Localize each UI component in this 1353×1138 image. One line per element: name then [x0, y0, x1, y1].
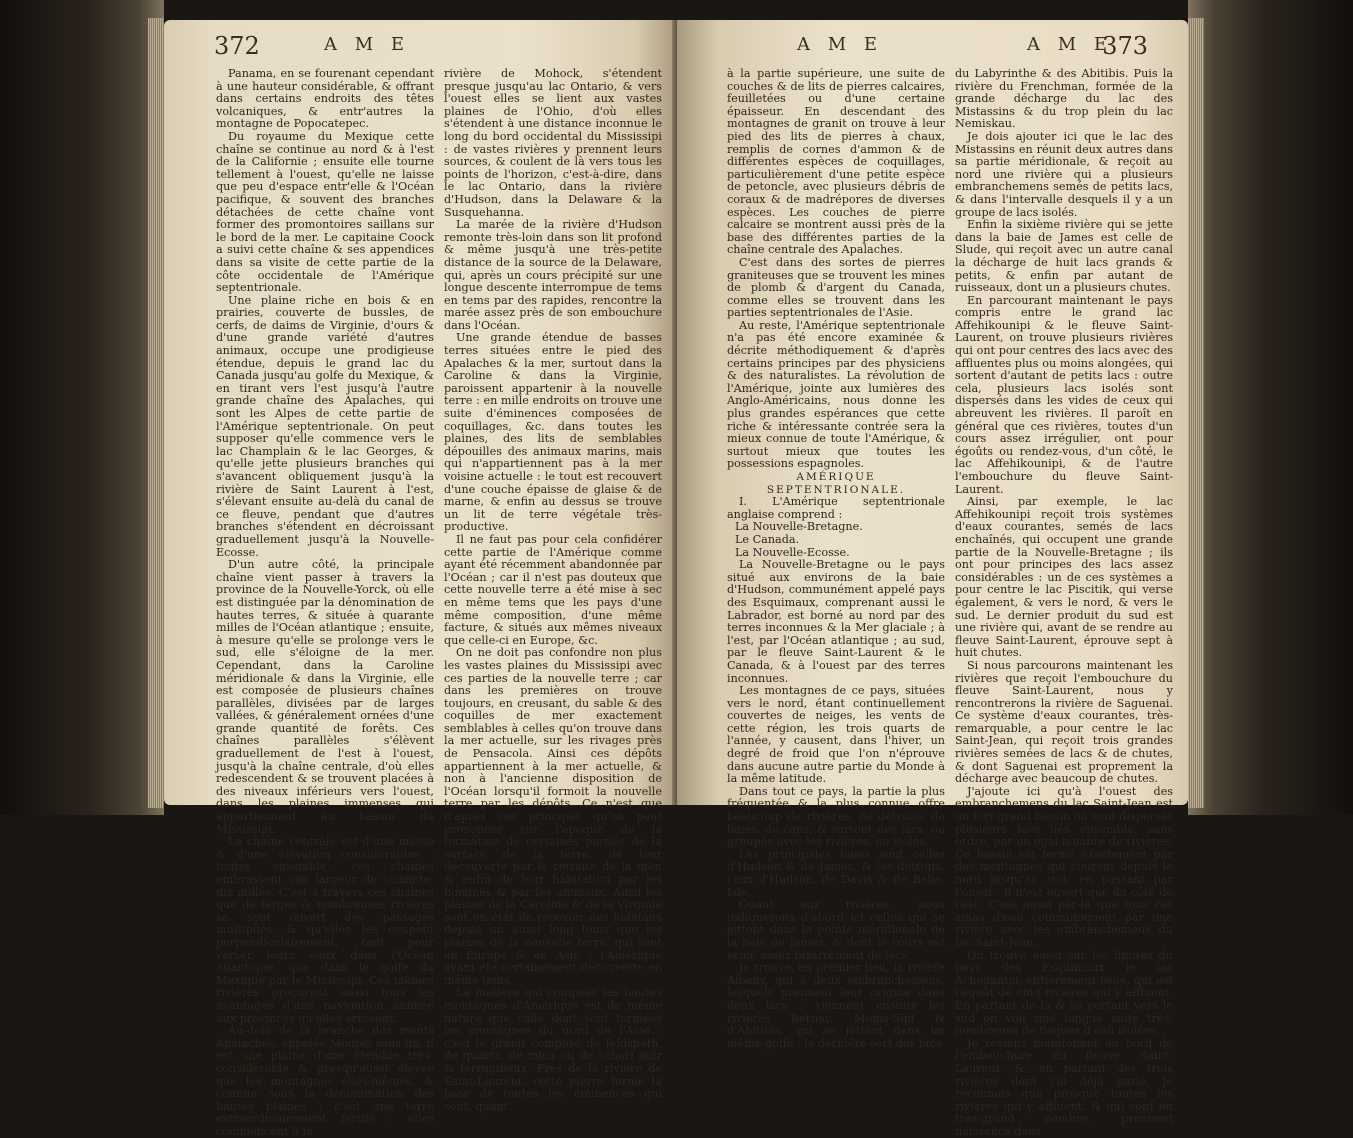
left-page	[164, 20, 677, 1138]
paragraph: Au-delà de la branche des monts Apalaches, appelée Montes sans fin, il est une plaine d'une étendue très-considérable & presqu'aussi élevée que les montagnes elles-mêmes, & connue sous la dénomination des hautes plaines ; c'est une terre extraordinairement fertile : elles commencent à la	[216, 1024, 434, 1138]
paragraph: AMÉRIQUE SEPTENTRIONALE.	[766, 471, 906, 496]
paragraph: Je reviens maintenant au bord de l'embouchure du fleuve Saint-Laurent, &, en partant des trois rivières dont j'ai déjà parlé, je reconnois que presque toutes les rivières qui y affluent, & qui sont en très-grand nombre, prennent naissance dans	[955, 1036, 1173, 1138]
paragraph: Dans tout ce pays, la partie la plus fréquentée & la plus connue offre beaucoup de rivières, de détroits, de baies, de caps, & surtout des lacs, ou groupés avec les rivières, ou isolés.	[727, 784, 945, 849]
paragraph: Quant aux rivières, nous indiquerons d'abord ici celles qui se jettent dans la pointe méridionale de la baie de James, & dont le cours est semé assez bizarrement de lacs.	[727, 898, 945, 962]
paragraph: à la partie supérieure, une suite de couches & de lits de pierres calcaires, feuilletées ou d'une certaine épaisseur. En descendant des montagnes de granit on trouve à leur pied des lits de pierres à chaux, remplis de cornes d'ammon & de différentes espèces de coquillages, particulièrement d'une petite espèce de petoncle, avec plusieurs débris de coraux & de madrépores de diverses espèces. Les couches de pierre calcaire se montrent aussi près de la base des différentes parties de la chaîne centrale des Apalaches.	[727, 67, 945, 257]
right-running-title-right: A M E	[1027, 34, 1114, 55]
paragraph: Enfin la sixième rivière qui se jette dans la baie de James est celle de Slude, qui reçoit avec un autre canal la décharge de huit lacs grands & petits, & enfin par autant de ruisseaux, dont un a plusieurs chutes.	[955, 218, 1173, 295]
paragraph: La matière qui compose les hautes montagnes d'Amérique est de même nature que celle dont sont formées les montagnes du nord de l'Asie : c'est le granit composé de feldspath, de quartz, de mica ou de schorl noir & ferrugineux. Près de la rivière de Saint-Laurent, cette pierre forme la base de toutes les éminences qui sont, quant	[444, 986, 662, 1113]
paragraph: du Labyrinthe & des Abitibis. Puis la rivière du Frenchman, formée de la grande décharge du lac des Mistassins & du trop plein du lac Nemiskau.	[955, 67, 1173, 131]
paragraph: Les principales baies sont celles d'Hudson & de James, & les détroits, ceux d'Hudson, de Davis & de Belle-Isle.	[727, 847, 945, 899]
left-page-number: 372	[214, 32, 260, 60]
paragraph: Le Canada.	[735, 532, 800, 546]
paragraph: I. L'Amérique septentrionale anglaise comprend :	[727, 495, 945, 521]
paragraph: Ainsi, par exemple, le lac Affehikounipi reçoit trois systèmes d'eaux courantes, semés de lacs enchaînés, qui occupent une grande partie de la Nouvelle-Bretagne ; ils ont pour principes des lacs assez considérables : un de ces systèmes a pour centre le lac Piscitik, qui verse également, & vers le nord, & vers le sud. Le dernier produit du sud est une rivière qui, avant de se rendre au fleuve Saint-Laurent, éprouve sept à huit chutes.	[955, 495, 1173, 660]
paragraph: La marée de la rivière d'Hudson remonte très-loin dans son lit profond & même jusqu'à une très-petite distance de la source de la Delaware, qui, après un cours précipité sur une longue descente interrompue de tems en tems par des rapides, rencontre la marée assez près de son embouchure dans l'Océan.	[444, 218, 662, 332]
paragraph: On ne doit pas confondre non plus les vastes plaines du Mississipi avec ces parties de la nouvelle terre ; car dans les premières on trouve toujours, en creusant, du sable & des coquilles de mer exactement semblables à celles qu'on trouve dans la mer actuelle, sur les rivages près de Pensacola. Ainsi ces dépôts appartiennent à la mer actuelle, & non à l'ancienne disposition de l'Océan lorsqu'il formoit la nouvelle terre par les dépôts. Ce n'est que d'après ces principes qu'on peut prononcer sur l'époque de la formation de certaines parties de la surface de la terre, de leur découverte par la retraite de la mer, & enfin de leur habitation par les hommes & par les animaux. Ainsi les plaines de la Caroline & de la Virginie sont en état de recevoir des habitans depuis un aussi long tems que les plaines de la nouvelle terre, qui sont en Europe & en Asie ; l'Amérique ayant été certainement découverte en même tems.	[444, 646, 662, 987]
right-page-header	[727, 30, 1148, 70]
paragraph: Du royaume du Mexique cette chaîne se continue au nord & à l'est de la Californie ; ensuite elle tourne tellement à l'ouest, qu'elle ne laisse que peu d'espace entr'elle & l'Océan pacifique, & souvent des branches détachées de cette chaîne vont former des promontoires saillans sur le bord de la mer. Le capitaine Coock a suivi cette chaîne & ses appendices dans sa visite de cette partie de la côte occidentale de l'Amérique septentrionale.	[216, 129, 434, 295]
paragraph: Je dois ajouter ici que le lac des Mistassins en réunit deux autres dans sa partie méridionale, & reçoit au nord une rivière qui a plusieurs embranchemens semés de petits lacs, & dans l'intervalle desquels il y a un groupe de lacs isolés.	[955, 129, 1173, 219]
dark-background-right	[1188, 0, 1353, 815]
paragraph: En parcourant maintenant le pays compris entre le grand lac Affehikounipi & le fleuve Saint-Laurent, on trouve plusieurs rivières qui ont pour centres des lacs avec des affluentes plus ou moins alongées, qui sortent d'autant de petits lacs : outre cela, plusieurs lacs isolés sont dispersés dans les vides de ceux qui abreuvent les rivières. Il paroît en général que ces rivières, toutes d'un cours assez irrégulier, ont pour égoûts ou rendez-vous, d'un côté, le lac Affehikounipi, & de l'autre l'embouchure du fleuve Saint-Laurent.	[955, 293, 1173, 496]
left-column-2	[444, 67, 662, 1113]
paragraph: La chaîne centrale est d'une masse & d'une élévation considérables : toutes ensemble, ces chaînes embrassent une largeur de soixante-dix milles. C'est à travers ces chaînes que de larges & nombreuses rivières se sont ouvert des passages multipliés, & qu'elles les coupent perpendiculairement, tant pour verser leurs eaux dans l'Océan atlantique, que dans le golfe du Mexique par le Mississipi. Ces mêmes rivières procurent aussi tous les avantages d'une navigation animée aux provinces qu'elles arrosent.	[216, 835, 434, 1025]
paragraph: J'ajoute ici qu'à l'ouest des embranchemens du lac Saint-Jean est un fort grand bassin où sont dispersés plusieurs lacs liés ensemble, sans ordre, par un égal nombre de rivières. Ce bassin est fermé exactement par des montagnes qui courent depuis le nord jusqu'au sud, en passant par l'ouest : il n'est ouvert que du côté de l'est. C'est aussi par-là que tous ces amas d'eau communiquent par une rivière avec les embranchemens du lac Saint-Jean.	[955, 784, 1173, 949]
paragraph: Il ne faut pas pour cela confidérer cette partie de l'Amérique comme ayant été récemment abandonnée par l'Océan ; car il n'est pas douteux que cette nouvelle terre a été mise à sec en même tems que les pays d'une même composition, d'une même facture, & situés aux mêmes niveaux que celle-ci en Europe, &c.	[444, 532, 662, 647]
left-page-header	[214, 30, 637, 70]
left-running-title: A M E	[324, 34, 411, 55]
paragraph: C'est dans des sortes de pierres graniteuses que se trouvent les mines de plomb & d'argent du Canada, comme elles se trouvent dans les parties septentrionales de l'Asie.	[727, 255, 945, 320]
paragraph: Une plaine riche en bois & en prairies, couverte de bussles, de cerfs, de daims de Virginie, d'ours & d'une grande variété d'autres animaux, occupe une prodigieuse étendue, depuis le grand lac du Canada jusqu'au golfe du Mexique, & en tirant vers l'est jusqu'à l'autre grande chaîne des Apalaches, qui sont les Alpes de cette partie de l'Amérique septentrionale. On peut supposer qu'elle commence vers le lac Champlain & le lac Georges, & qu'elle jette plusieurs branches qui s'avancent obliquement jusqu'à la rivière de Saint Laurent à l'est, s'élevant ensuite au-delà du canal de ce fleuve, pendant que d'autres branches s'étendent en décroissant graduellement jusqu'à la Nouvelle-Ecosse.	[216, 293, 434, 559]
paragraph: rivière de Mohock, s'étendent presque jusqu'au lac Ontario, & vers l'ouest elles se lient aux vastes plaines de l'Ohio, d'où elles s'étendent à une distance inconnue le long du bord occidental du Mississipi : de vastes rivières y prennent leurs sources, & coulent de là vers tous les points de l'horizon, c'est-à-dire, dans le lac Ontario, dans la rivière d'Hudson, dans la Delaware & la Susquehanna.	[444, 67, 662, 219]
paragraph: On trouve aussi sur les limites du pays des Esquimaux le lac Achouanipi, entièrement isolé, qui est l'égoût de cinq rivières qui y affluent. En partant de là & se portant vers le sud on voit une longue suite très-nombreuse de flaques d'eau isolées.	[955, 948, 1173, 1038]
paragraph: Les montagnes de ce pays, situées vers le nord, étant continuellement couvertes de neiges, les vents de cette région, les trois quarts de l'année, y causent, dans l'hiver, un degré de froid que l'on n'éprouve dans aucune autre partie du Monde à la même latitude.	[727, 684, 945, 786]
right-page	[677, 20, 1188, 1138]
page-stack-left	[148, 18, 164, 808]
right-page-number: 373	[1102, 32, 1148, 60]
paragraph: La Nouvelle-Bretagne ou le pays situé aux environs de la baie d'Hudson, communément appelé pays des Esquimaux, comprenant aussi le Labrador, est borné au nord par des terres inconnues & la Mer glaciale ; à l'est, par l'Océan atlantique ; au sud, par le fleuve Saint-Laurent & le Canada, & à l'ouest par des terres inconnues.	[727, 558, 945, 685]
paragraph: Je trouve, en premier lieu, la rivière Albany, qui a deux embranchemens, lesquels prennent leur origine dans deux lacs ; viennent ensuite les rivières Bernay, Monsi-Sipi & d'Abitibis, qui se jettent dans un même golfe : la dernière sort des lacs	[727, 961, 945, 1050]
paragraph: La Nouvelle-Bretagne.	[735, 520, 863, 534]
paragraph: La Nouvelle-Ecosse.	[735, 545, 850, 559]
page-stack-right	[1188, 18, 1204, 808]
paragraph: Si nous parcourons maintenant les rivières que reçoit l'embouchure du fleuve Saint-Laurent, nous y rencontrerons la rivière de Saguenai. Ce système d'eaux courantes, très-remarquable, a pour centre le lac Saint-Jean, qui reçoit trois grandes rivières semées de lacs & de chutes, & dont Saguenai est proprement la décharge avec beaucoup de chutes.	[955, 658, 1173, 786]
paragraph: Panama, en se fourenant cependant à une hauteur considérable, & offrant dans certains endroits des têtes volcaniques, & entr'autres la montagne de Popocatepec.	[216, 67, 434, 131]
paragraph: Une grande étendue de basses terres situées entre le pied des Apalaches & la mer, surtout dans la Caroline & dans la Virginie, paroissent appartenir à la nouvelle terre : en mille endroits on trouve une suite d'éminences composées de coquillages, &c. dans toutes les plaines, des lits de semblables dépouilles des animaux marins, mais qui n'appartiennent pas à la mer voisine actuelle : le tout est recouvert d'une couche épaisse de glaise & de marne, & enfin au dessus se trouve un lit de terre végétale très-productive.	[444, 331, 662, 534]
paragraph: Au reste, l'Amérique septentrionale n'a pas été encore examinée & décrite méthodiquement & d'après certains principes par des physiciens & des naturalistes. La révolution de l'Amérique, jointe aux lumières des Anglo-Américains, nous donne les plus grandes espérances que cette riche & intéressante contrée sera la mieux connue de toute l'Amérique, & surtout mieux que toutes les possessions espagnoles.	[727, 318, 945, 471]
paragraph: D'un autre côté, la principale chaîne vient passer à travers la province de la Nouvelle-Yorck, où elle est distinguée par la dénomination de hautes terres, & située à quarante milles de l'Océan atlantique ; ensuite, à mesure qu'elle se prolonge vers le sud, elle s'éloigne de la mer. Cependant, dans la Caroline méridionale & dans la Virginie, elle est composée de plusieurs chaînes parallèles, divisées par de larges vallées, & généralement ornées d'une grande quantité de forêts. Ces chaînes parallèles s'élèvent graduellement de l'est à l'ouest, jusqu'à la chaîne centrale, d'où elles redescendent & se trouvent placées à des niveaux inférieurs vers l'ouest, dans les plaines immenses qui appartiennent au bassin du Mississipi.	[216, 558, 434, 836]
dark-background-left	[0, 0, 164, 815]
right-column-2	[955, 67, 1173, 1138]
left-column-1	[216, 67, 434, 1138]
right-column-1	[727, 67, 945, 1050]
right-running-title-left: A M E	[797, 34, 884, 55]
